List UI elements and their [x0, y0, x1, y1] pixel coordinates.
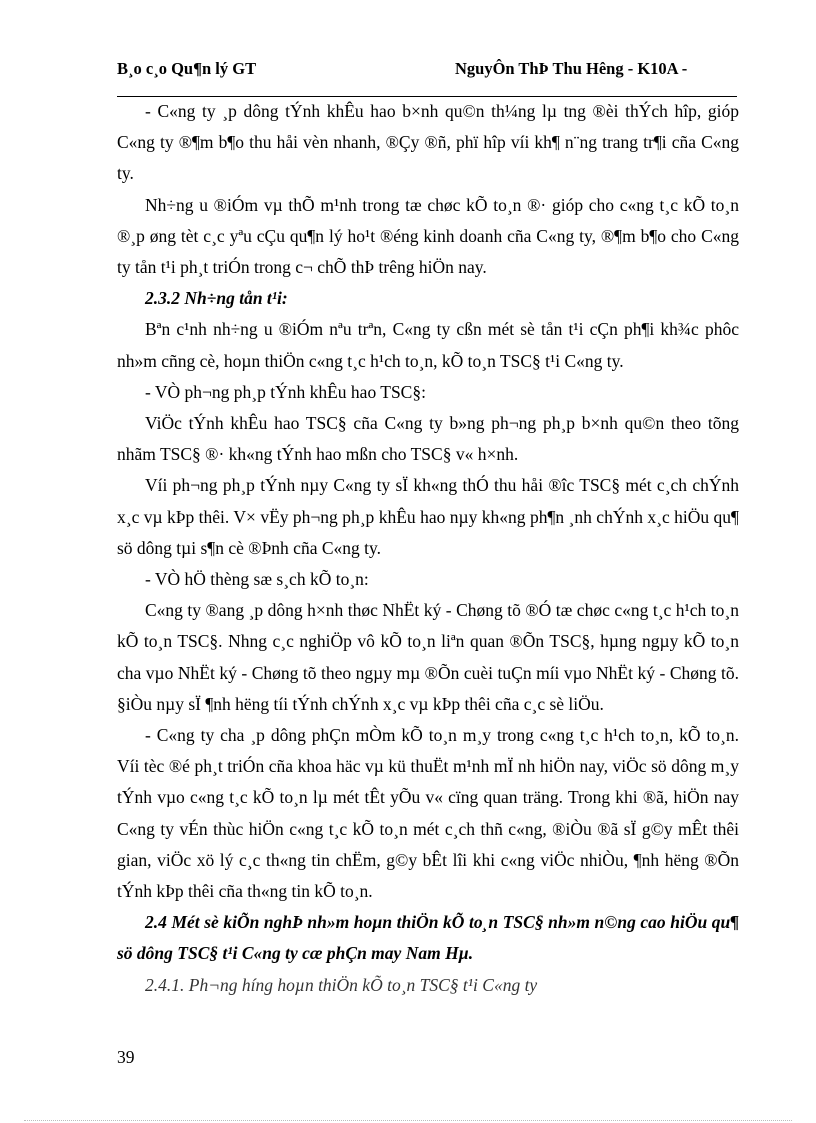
- section-heading: 2.4 Mét sè kiÕn nghÞ nh»m hoµn thiÖn kÕ to¸n TSC§ nh»m n©ng cao hiÖu qu¶ sö dông TSC§ t¹i C«ng ty cæ phÇn may Nam Hµ.: [117, 912, 739, 964]
- body-paragraph: Nh÷ng u ®iÓm vµ thÕ m¹nh trong tæ chøc kÕ to¸n ®· gióp cho c«ng t¸c kÕ to¸n ®¸p øng tèt c¸c yªu cÇu qu¶n lý ho¹t ®éng kinh doanh cña C«ng ty, ®¶m b¶o cho C«ng ty tån t¹i ph¸t triÓn trong c¬ chÕ thÞ trêng hiÖn nay.: [117, 194, 739, 278]
- body-paragraph: - VÒ ph¬ng ph¸p tÝnh khÊu hao TSC§:: [145, 381, 426, 402]
- body-paragraph: - C«ng ty cha ¸p dông phÇn mÒm kÕ to¸n m¸y trong c«ng t¸c h¹ch to¸n, kÕ to¸n. Víi tèc ®é ph¸t triÓn cña khoa häc vµ kü thuËt m¹nh mÏ nh hiÖn nay, viÖc sö dông m¸y tÝnh vµo c«ng t¸c kÕ to¸n lµ mét tÊt yÕu v« cïng quan träng. Trong khi ®ã, hiÖn nay C«ng ty vÉn thùc hiÖn c«ng t¸c kÕ to¸n mét c¸ch thñ c«ng, ®iÒu ®ã sÏ g©y mÊt thêi gian, viÖc xö lý c¸c th«ng tin chËm, g©y bÊt lîi khi c«ng viÖc nhiÒu, ¶nh hëng ®Õn tÝnh kÞp thêi cña th«ng tin kÕ to¸n.: [117, 725, 739, 902]
- body-paragraph: - VÒ hÖ thèng sæ s¸ch kÕ to¸n:: [145, 569, 369, 590]
- body-paragraph: ViÖc tÝnh khÊu hao TSC§ cña C«ng ty b»ng ph¬ng ph¸p b×nh qu©n theo tõng nhãm TSC§ ®· kh«ng tÝnh hao mßn cho TSC§ v« h×nh.: [117, 413, 739, 465]
- section-heading: 2.3.2 Nh÷ng tån t¹i:: [145, 288, 288, 309]
- page-bottom-edge: [24, 1120, 792, 1121]
- header-report-title: B¸o c¸o Qu¶n lý GT: [117, 59, 257, 78]
- body-paragraph: Víi ph¬ng ph¸p tÝnh nµy C«ng ty sÏ kh«ng thÓ thu håi ®îc TSC§ mét c¸ch chÝnh x¸c vµ kÞp thêi. V× vËy ph¬ng ph¸p khÊu hao nµy kh«ng ph¶n ¸nh chÝnh x¸c hiÖu qu¶ sö dông tµi s¶n cè ®Þnh cña C«ng ty.: [117, 475, 739, 558]
- subsection-heading: 2.4.1. Ph¬ng híng hoµn thiÖn kÕ to¸n TSC§ t¹i C«ng ty: [145, 974, 538, 995]
- page-number: 39: [117, 1047, 135, 1067]
- header-author: NguyÔn ThÞ Thu Hêng - K10A -: [455, 59, 688, 78]
- body-paragraph: - C«ng ty ¸p dông tÝnh khÊu hao b×nh qu©n th¼ng lµ tng ®èi thÝch hîp, gióp C«ng ty ®¶m b¶o thu håi vèn nhanh, ®Çy ®ñ, phï hîp víi kh¶ n¨ng trang tr¶i cña C«ng ty.: [117, 101, 739, 184]
- body-paragraph: C«ng ty ®ang ¸p dông h×nh thøc NhËt ký - Chøng tõ ®Ó tæ chøc c«ng t¸c h¹ch to¸n kÕ to¸n TSC§. Nhng c¸c nghiÖp vô kÕ to¸n liªn quan ®Õn TSC§, hµng ngµy kÕ to¸n cha vµo NhËt ký - Chøng tõ theo ngµy mµ ®Õn cuèi tuÇn míi vµo NhËt ký - Chøng tõ. §iÒu nµy sÏ ¶nh hëng tíi tÝnh chÝnh x¸c vµ kÞp thêi cña c¸c sè liÖu.: [117, 600, 739, 714]
- document-body: [117, 96, 739, 1001]
- body-paragraph: Bªn c¹nh nh÷ng u ®iÓm nªu trªn, C«ng ty cßn mét sè tån t¹i cÇn ph¶i kh¾c phôc nh»m cñng cè, hoµn thiÖn c«ng t¸c h¹ch to¸n, kÕ to¸n TSC§ t¹i C«ng ty.: [117, 319, 739, 371]
